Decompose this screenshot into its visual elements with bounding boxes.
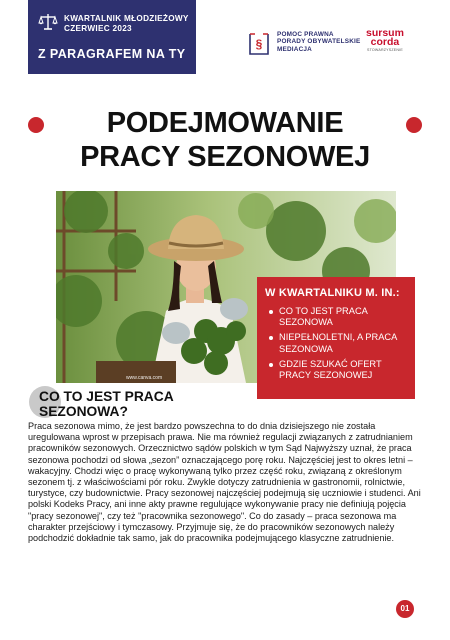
section-body: Praca sezonowa mimo, że jest bardzo powszechna to do dnia dzisiejszego nie została uregulowana wprost w przepisach prawa. Nie ma również regulacji związanych z zatrudnianiem pracowników sezonowych. Orzecznictwo sądów polskich w tym Sąd Najwyższy uznał, że praca sezonowa pochodzi od słowa „sezon” oznaczającego porę roku. Najczęściej jest to okres letni – wakacyjny. Chodzi więc o pracę wykonywaną tylko przez część roku, związaną z określonym sezonem tj. z właściwościami pór roku. Zwykle dotyczy zatrudnienia w gastronomii, rolnictwie, turystyce, czy budownictwie. Pracy sezonowej najczęściej podejmują się uczniowie i studenci. Ani polski Kodeks Pracy, ani inne akty prawne regulujące wykonywanie pracy nie definiują pojęcia "pracy sezonowej", czy też "pracownika sezonowego". Co do zasady – praca sezonowa ma charakter przejściowy i tymczasowy. Przyjmuje się, że do pracowników sezonowych należy podchodzić dokładnie tak samo, jak do pracownika podejmującego klasyczne zatrudnienie.: [28, 421, 421, 544]
contents-item: NIEPEŁNOLETNI, A PRACA SEZONOWA: [269, 332, 409, 354]
sursum-subtitle: STOWARZYSZENIE: [366, 48, 403, 52]
contents-heading: W KWARTALNIKU M. IN.:: [265, 287, 400, 299]
npp-logo-icon: [246, 31, 272, 57]
npp-line-1: POMOC PRAWNA: [277, 31, 334, 38]
title-line-1: PODEJMOWANIE: [106, 107, 344, 139]
npp-line-2: PORADY OBYWATELSKIE: [277, 38, 361, 46]
contents-list: [269, 306, 409, 385]
sursum-word: sursum: [366, 27, 404, 39]
title-line-2: PRACY SEZONOWEJ: [80, 141, 370, 173]
photo-watermark: www.canva.com: [126, 375, 163, 381]
section-heading: [39, 389, 239, 419]
section-heading-line-1: CO TO JEST PRACA: [39, 389, 174, 404]
svg-text:§: §: [255, 37, 263, 51]
contents-item: GDZIE SZUKAĆ OFERT PRACY SEZONOWEJ: [269, 359, 409, 381]
page-number: 01: [396, 600, 414, 618]
series-title: Z PARAGRAFEM NA TY: [38, 47, 186, 61]
npp-line-3: MEDIACJA: [277, 45, 312, 53]
scale-icon: [38, 12, 58, 32]
quarterly-date: CZERWIEC 2023: [64, 23, 132, 33]
masthead-box: [28, 0, 196, 74]
quarterly-line-1: KWARTALNIK MŁODZIEŻOWY: [64, 14, 189, 23]
contents-item: CO TO JEST PRACA SEZONOWA: [269, 306, 409, 328]
section-heading-line-2: SEZONOWA?: [39, 404, 128, 419]
quarterly-label: [64, 14, 189, 33]
npp-logo-text: [277, 31, 360, 53]
contents-box: [257, 277, 415, 399]
corda-word: corda: [370, 36, 400, 48]
sursum-corda-logo: [366, 29, 404, 52]
